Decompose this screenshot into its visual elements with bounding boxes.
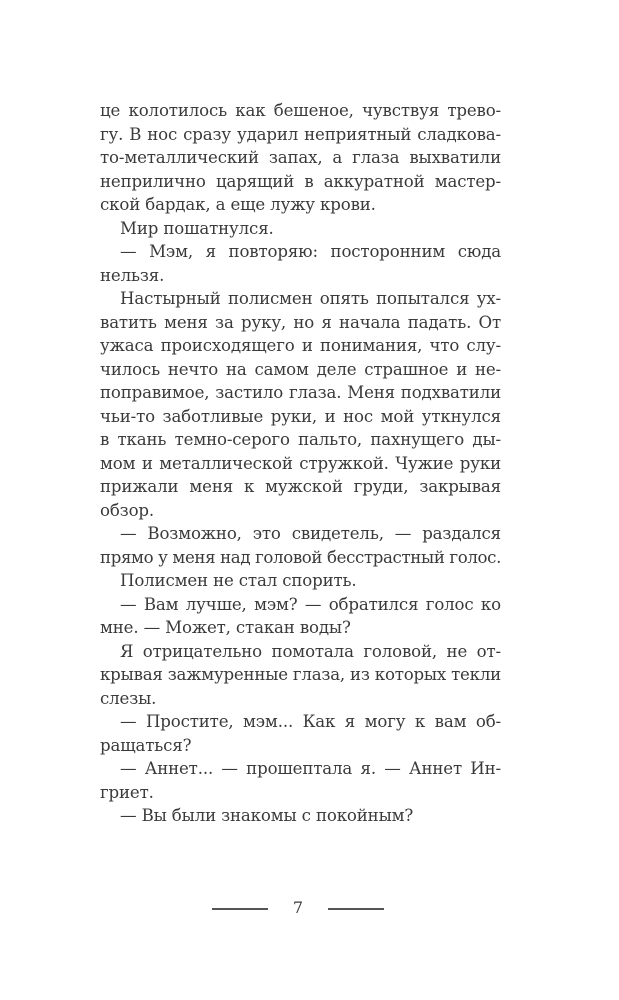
body-text (100, 99, 501, 828)
text-line: Я отрицательно помотала головой, не от- (120, 641, 501, 661)
text-line: Настырный полисмен опять попытался ух- (120, 289, 501, 308)
text-line: прижали меня к мужской груди, закрывая (100, 477, 501, 496)
page-number: 7 (292, 898, 304, 917)
text-line: прямо у меня над головой бесстрастный голос. (100, 547, 501, 567)
text-line: ватить меня за руку, но я начала падать. От (100, 312, 501, 332)
text-line: поправимое, застило глаза. Меня подхватили (100, 383, 501, 402)
text-line: — Мэм, я повторяю: посторонним сюда (120, 242, 501, 261)
text-line: — Аннет... — прошептала я. — Аннет Ин- (120, 759, 501, 778)
text-line: гу. В нос сразу ударил неприятный сладкова- (100, 124, 501, 144)
text-line: гриет. (100, 782, 154, 802)
text-line: Мир пошатнулся. (120, 218, 274, 238)
text-line: мом и металлической стружкой. Чужие руки (100, 453, 501, 473)
footer-rule-left (212, 908, 268, 910)
text-line: це колотилось как бешеное, чувствуя трево- (100, 101, 501, 120)
text-line: слезы. (100, 688, 157, 708)
text-line: обзор. (100, 500, 155, 520)
text-line: неприлично царящий в аккуратной мастер- (100, 171, 501, 191)
text-line: — Вы были знакомы с покойным? (120, 806, 414, 825)
text-line: крывая зажмуренные глаза, из которых текли (100, 665, 501, 684)
text-line: ской бардак, а еще лужу крови. (100, 195, 376, 214)
text-line: — Возможно, это свидетель, — раздался (120, 524, 501, 543)
text-line: чьи-то заботливые руки, и нос мой уткнулся (100, 406, 501, 426)
footer-rule-right (328, 908, 384, 910)
text-line: мне. — Может, стакан воды? (100, 618, 351, 637)
text-line: — Вам лучше, мэм? — обратился голос ко (120, 594, 501, 614)
text-line: чилось нечто на самом деле страшное и не- (100, 359, 501, 379)
text-line: ращаться? (100, 735, 192, 755)
text-line: — Простите, мэм... Как я могу к вам об- (120, 712, 501, 731)
text-line: в ткань темно-серого пальто, пахнущего ды- (100, 430, 501, 449)
text-line: ужаса происходящего и понимания, что слу- (100, 336, 501, 355)
text-line: Полисмен не стал спорить. (120, 571, 357, 590)
page-footer (0, 896, 619, 920)
text-line: то-металлический запах, а глаза выхватили (100, 148, 501, 167)
text-line: нельзя. (100, 265, 165, 285)
